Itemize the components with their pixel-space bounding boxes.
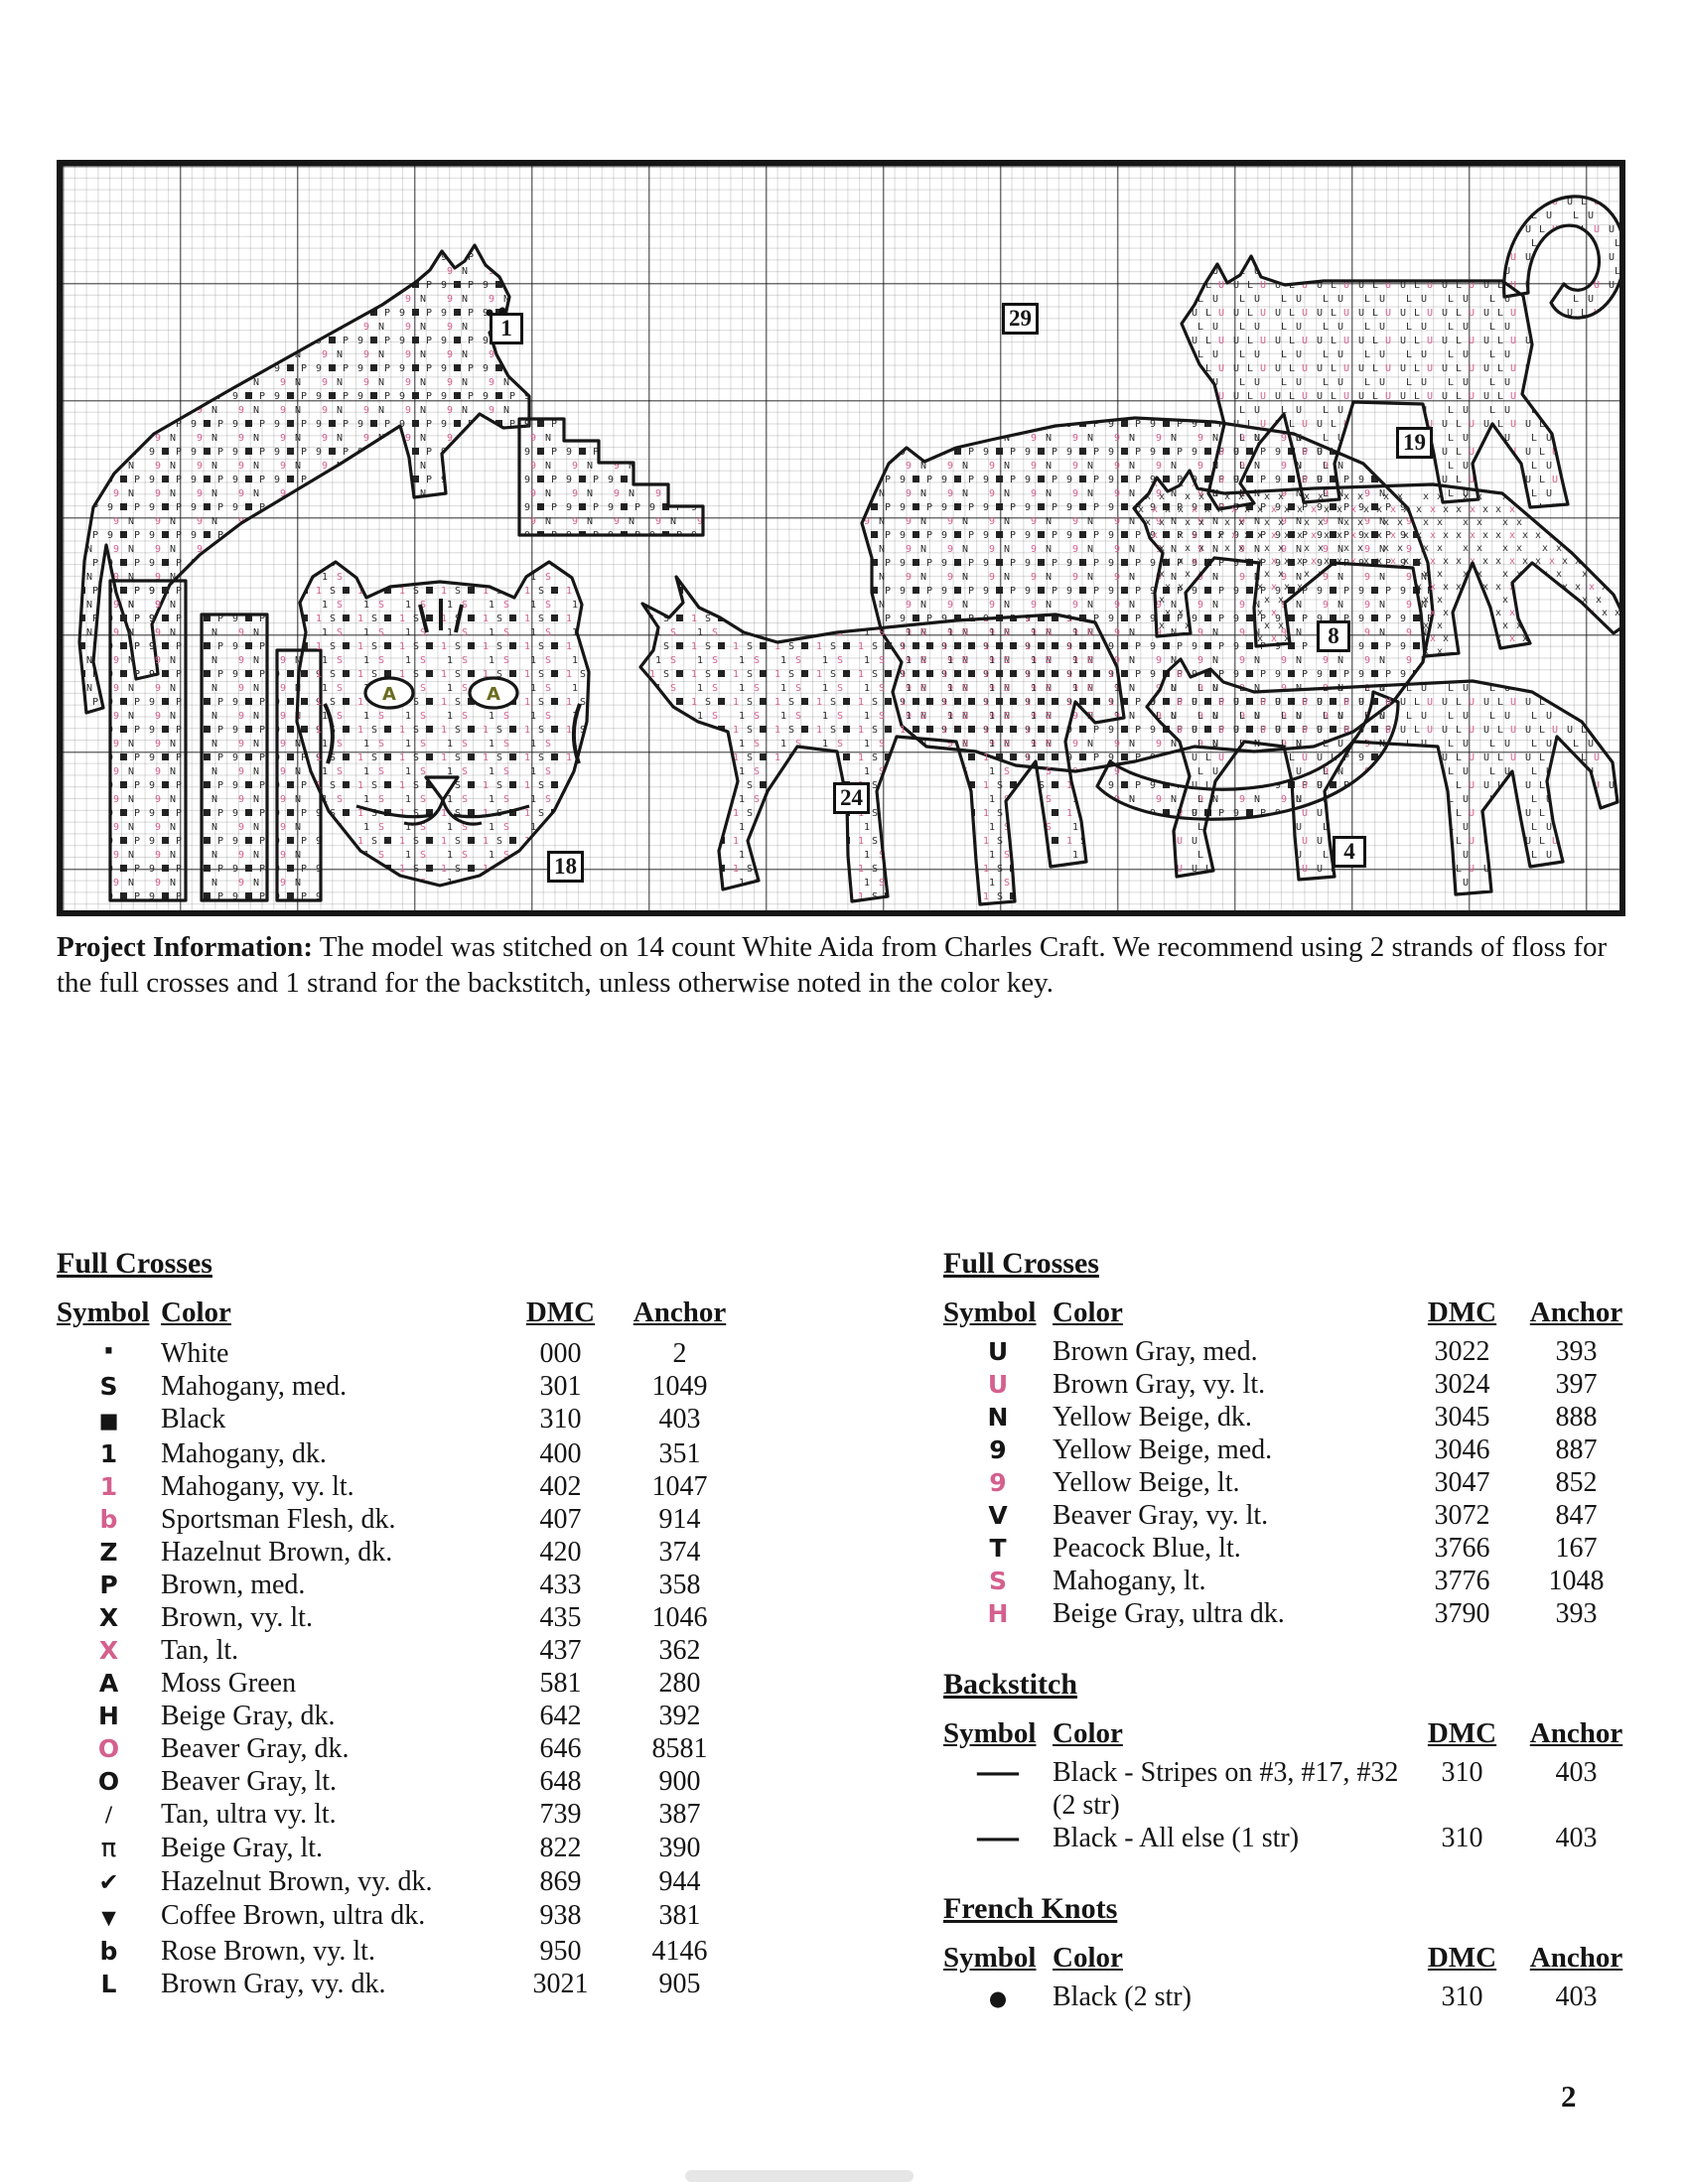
dmc-number: 3072 [1434, 1500, 1490, 1531]
floss-color-name: Beaver Gray, lt. [161, 1766, 337, 1797]
floss-color-name: Mahogany, dk. [161, 1438, 327, 1469]
key-row [57, 1634, 752, 1667]
key-row [57, 1370, 752, 1403]
dmc-number: 822 [539, 1833, 582, 1863]
scan-artifact [685, 2170, 914, 2182]
floss-color-name: Brown Gray, vy. lt. [1053, 1369, 1266, 1400]
header-anchor: Anchor [633, 1297, 727, 1328]
anchor-number: 403 [1555, 1757, 1598, 1788]
floss-color-name: Black - All else (1 str) [1053, 1823, 1300, 1853]
stitch-symbol: Z [99, 1538, 118, 1567]
french-knots-rows [943, 1980, 1638, 2015]
anchor-number: 887 [1555, 1434, 1598, 1465]
floss-color-name: Hazelnut Brown, dk. [161, 1537, 393, 1568]
cross-stitch-chart [57, 160, 1625, 916]
stitch-symbol: U [987, 1337, 1009, 1366]
dmc-number: 581 [539, 1668, 582, 1699]
key-row [57, 1403, 752, 1437]
dmc-number: 420 [539, 1537, 582, 1568]
full-crosses-title-left: Full Crosses [57, 1247, 212, 1280]
stitch-symbol: X [98, 1636, 119, 1665]
anchor-number: 374 [658, 1537, 701, 1568]
key-row [57, 1331, 752, 1371]
dmc-number: 310 [1441, 1757, 1483, 1788]
header-dmc: DMC [1427, 1942, 1497, 1974]
dmc-number: 869 [539, 1866, 582, 1897]
anchor-number: 900 [658, 1766, 701, 1797]
backstitch-line-symbol: — [974, 1758, 1022, 1787]
motif-label-1: 1 [490, 313, 523, 344]
color-key-left [57, 1247, 752, 2000]
stitch-symbol: · [102, 1331, 115, 1371]
anchor-number: 403 [1555, 1823, 1598, 1853]
dmc-number: 400 [539, 1438, 582, 1469]
stitch-symbol: 1 [99, 1472, 118, 1501]
floss-color-name: Tan, ultra vy. lt. [161, 1799, 337, 1830]
floss-color-name: Yellow Beige, lt. [1053, 1467, 1240, 1498]
stitch-symbol: S [988, 1567, 1007, 1595]
motif-label-18: 18 [547, 851, 584, 883]
backstitch-title: Backstitch [943, 1668, 1077, 1701]
floss-color-name: Beige Gray, lt. [161, 1833, 324, 1863]
header-symbol: Symbol [943, 1717, 1037, 1749]
project-information-label: Project Information: [57, 931, 313, 963]
floss-color-name: Rose Brown, vy. lt. [161, 1936, 375, 1967]
key-row [57, 1470, 752, 1503]
floss-color-name: Black (2 str) [1053, 1981, 1192, 2012]
dmc-number: 648 [539, 1766, 582, 1797]
stitch-symbol: T [989, 1534, 1007, 1563]
header-color: Color [1053, 1717, 1123, 1749]
header-color: Color [1053, 1942, 1123, 1974]
project-information-text: The model was stitched on 14 count White Aida from Charles Craft. We recommend using 2 strands of floss for the full crosses and 1 strand for the backstitch, unless otherwise noted in the color key. [57, 931, 1608, 999]
key-row [57, 1437, 752, 1470]
anchor-number: 390 [658, 1833, 701, 1863]
dmc-number: 3046 [1434, 1434, 1490, 1465]
key-row [943, 1756, 1638, 1822]
anchor-number: 351 [658, 1438, 701, 1469]
backstitch-line-symbol: — [974, 1824, 1022, 1852]
stitch-symbol: O [97, 1734, 120, 1763]
floss-color-name: Black [161, 1404, 226, 1434]
stitch-symbol: U [987, 1370, 1009, 1399]
floss-color-name: Tan, lt. [161, 1635, 239, 1666]
stitch-symbol: H [987, 1599, 1009, 1628]
dmc-number: 938 [539, 1900, 582, 1931]
anchor-number: 381 [658, 1900, 701, 1931]
key-row [57, 1968, 752, 2000]
floss-color-name: Brown, vy. lt. [161, 1602, 313, 1633]
key-row [57, 1732, 752, 1765]
full-crosses-rows-left [57, 1331, 752, 2000]
anchor-number: 8581 [651, 1733, 708, 1764]
anchor-number: 403 [1555, 1981, 1598, 2012]
anchor-number: 387 [658, 1799, 701, 1830]
stitch-symbol: O [97, 1767, 120, 1796]
stitch-symbol: V [988, 1501, 1008, 1530]
key-header-left [57, 1297, 752, 1329]
french-knot-symbol: ● [988, 1986, 1008, 2010]
dmc-number: 402 [539, 1471, 582, 1502]
key-row [943, 1368, 1638, 1401]
stitch-symbol: ■ [98, 1409, 119, 1433]
anchor-number: 905 [658, 1969, 701, 1999]
anchor-number: 392 [658, 1701, 701, 1731]
anchor-number: 362 [658, 1635, 701, 1666]
floss-color-name: Black - Stripes on #3, #17, #32 (2 str) [1053, 1757, 1399, 1821]
header-anchor: Anchor [1529, 1297, 1623, 1328]
floss-color-name: White [161, 1338, 229, 1369]
dmc-number: 3790 [1434, 1598, 1490, 1629]
anchor-number: 167 [1555, 1533, 1598, 1564]
backstitch-rows [943, 1756, 1638, 1854]
dmc-number: 310 [539, 1404, 582, 1434]
floss-color-name: Mahogany, med. [161, 1371, 348, 1402]
key-row [57, 1935, 752, 1968]
stitch-symbol: ▼ [101, 1907, 116, 1929]
page-number: 2 [1561, 2079, 1577, 2114]
stitch-symbol: N [987, 1403, 1009, 1432]
stitch-symbol: A [98, 1669, 119, 1698]
key-row [943, 1597, 1638, 1630]
motif-walking-cougar [1147, 659, 1618, 894]
dmc-number: 3021 [532, 1969, 589, 1999]
dmc-number: 310 [1441, 1823, 1483, 1853]
motif-label-19: 19 [1396, 427, 1433, 459]
stitch-symbol: / [105, 1802, 112, 1829]
full-crosses-title-right: Full Crosses [943, 1247, 1099, 1280]
floss-color-name: Beaver Gray, vy. lt. [1053, 1500, 1269, 1531]
key-row [943, 1532, 1638, 1565]
key-row [57, 1667, 752, 1700]
dmc-number: 3047 [1434, 1467, 1490, 1498]
floss-color-name: Sportsman Flesh, dk. [161, 1504, 396, 1535]
french-knots-title: French Knots [943, 1892, 1118, 1925]
header-symbol: Symbol [57, 1297, 150, 1328]
motif-label-8: 8 [1317, 620, 1350, 652]
anchor-number: 393 [1555, 1598, 1598, 1629]
key-row [57, 1765, 752, 1798]
stitch-symbol: S [99, 1372, 118, 1401]
anchor-number: 888 [1555, 1402, 1598, 1433]
key-row [57, 1536, 752, 1569]
dmc-number: 642 [539, 1701, 582, 1731]
anchor-number: 1048 [1548, 1566, 1605, 1596]
header-symbol: Symbol [943, 1297, 1037, 1328]
header-anchor: Anchor [1529, 1717, 1623, 1749]
dmc-number: 435 [539, 1602, 582, 1633]
floss-color-name: Beige Gray, dk. [161, 1701, 336, 1731]
floss-color-name: Beige Gray, ultra dk. [1053, 1598, 1285, 1629]
key-row [57, 1832, 752, 1865]
anchor-number: 1046 [651, 1602, 708, 1633]
key-row [943, 1565, 1638, 1597]
french-knots-header [943, 1942, 1638, 1975]
dmc-number: 3776 [1434, 1566, 1490, 1596]
dmc-number: 437 [539, 1635, 582, 1666]
anchor-number: 4146 [651, 1936, 708, 1967]
anchor-number: 852 [1555, 1467, 1598, 1498]
key-row [943, 1466, 1638, 1499]
floss-color-name: Beaver Gray, dk. [161, 1733, 350, 1764]
anchor-number: 397 [1555, 1369, 1598, 1400]
motif-tiger-face [297, 562, 589, 886]
dmc-number: 301 [539, 1371, 582, 1402]
anchor-number: 403 [658, 1404, 701, 1434]
header-dmc: DMC [1427, 1717, 1497, 1749]
dmc-number: 739 [539, 1799, 582, 1830]
anchor-number: 847 [1555, 1500, 1598, 1531]
key-row [57, 1899, 752, 1935]
dmc-number: 433 [539, 1570, 582, 1600]
floss-color-name: Yellow Beige, dk. [1053, 1402, 1252, 1433]
dmc-number: 3022 [1434, 1336, 1490, 1367]
svg-text:A: A [382, 684, 396, 705]
dmc-number: 407 [539, 1504, 582, 1535]
backstitch-header [943, 1717, 1638, 1750]
floss-color-name: Moss Green [161, 1668, 297, 1699]
header-anchor: Anchor [1529, 1942, 1623, 1974]
floss-color-name: Peacock Blue, lt. [1053, 1533, 1241, 1564]
stitch-symbol: X [98, 1603, 119, 1632]
stitch-symbol: 1 [99, 1439, 118, 1468]
motif-label-29: 29 [1002, 303, 1039, 335]
anchor-number: 944 [658, 1866, 701, 1897]
motif-crouching-cougar [862, 418, 1433, 819]
floss-color-name: Mahogany, lt. [1053, 1566, 1206, 1596]
header-dmc: DMC [525, 1297, 596, 1328]
key-row [57, 1601, 752, 1634]
floss-color-name: Coffee Brown, ultra dk. [161, 1900, 426, 1931]
full-crosses-rows-right [943, 1335, 1638, 1630]
key-row [943, 1499, 1638, 1532]
dmc-number: 3024 [1434, 1369, 1490, 1400]
key-row [943, 1822, 1638, 1854]
stitch-symbol: b [99, 1937, 118, 1966]
stitch-symbol: ✔ [98, 1868, 119, 1896]
color-key-right [943, 1247, 1638, 2015]
header-symbol: Symbol [943, 1942, 1037, 1974]
key-header-right [943, 1297, 1638, 1329]
header-dmc: DMC [1427, 1297, 1497, 1328]
key-row [943, 1401, 1638, 1433]
stitch-symbol: 9 [989, 1435, 1007, 1464]
stitch-symbol: H [98, 1702, 119, 1730]
project-information [57, 929, 1627, 1001]
key-row [57, 1503, 752, 1536]
dmc-number: 646 [539, 1733, 582, 1764]
dmc-number: 950 [539, 1936, 582, 1967]
dmc-number: 3045 [1434, 1402, 1490, 1433]
stitch-symbol: L [100, 1970, 117, 1998]
motif-label-4: 4 [1333, 836, 1366, 868]
stitch-symbol: P [99, 1570, 118, 1599]
key-row [943, 1980, 1638, 2015]
stitch-symbol: b [99, 1505, 118, 1534]
dmc-number: 000 [539, 1338, 582, 1369]
anchor-number: 358 [658, 1570, 701, 1600]
anchor-number: 2 [672, 1338, 687, 1369]
anchor-number: 393 [1555, 1336, 1598, 1367]
floss-color-name: Brown Gray, vy. dk. [161, 1969, 386, 1999]
anchor-number: 1047 [651, 1471, 708, 1502]
key-row [57, 1569, 752, 1601]
dmc-number: 310 [1441, 1981, 1483, 2012]
key-row [57, 1865, 752, 1899]
svg-text:A: A [487, 684, 500, 705]
anchor-number: 914 [658, 1504, 701, 1535]
header-color: Color [161, 1297, 231, 1328]
key-row [57, 1798, 752, 1832]
floss-color-name: Brown, med. [161, 1570, 306, 1600]
dmc-number: 3766 [1434, 1533, 1490, 1564]
key-row [943, 1335, 1638, 1368]
floss-color-name: Brown Gray, med. [1053, 1336, 1258, 1367]
key-row [57, 1700, 752, 1732]
motif-label-24: 24 [833, 782, 870, 814]
motif-walking-lynx-tail-curled [1182, 197, 1619, 509]
header-color: Color [1053, 1297, 1123, 1328]
anchor-number: 1049 [651, 1371, 708, 1402]
key-row [943, 1433, 1638, 1466]
stitch-symbol: 9 [989, 1468, 1007, 1497]
stitch-symbol: π [100, 1834, 117, 1863]
anchor-number: 280 [658, 1668, 701, 1699]
floss-color-name: Mahogany, vy. lt. [161, 1471, 354, 1502]
floss-color-name: Hazelnut Brown, vy. dk. [161, 1866, 433, 1897]
floss-color-name: Yellow Beige, med. [1053, 1434, 1273, 1465]
